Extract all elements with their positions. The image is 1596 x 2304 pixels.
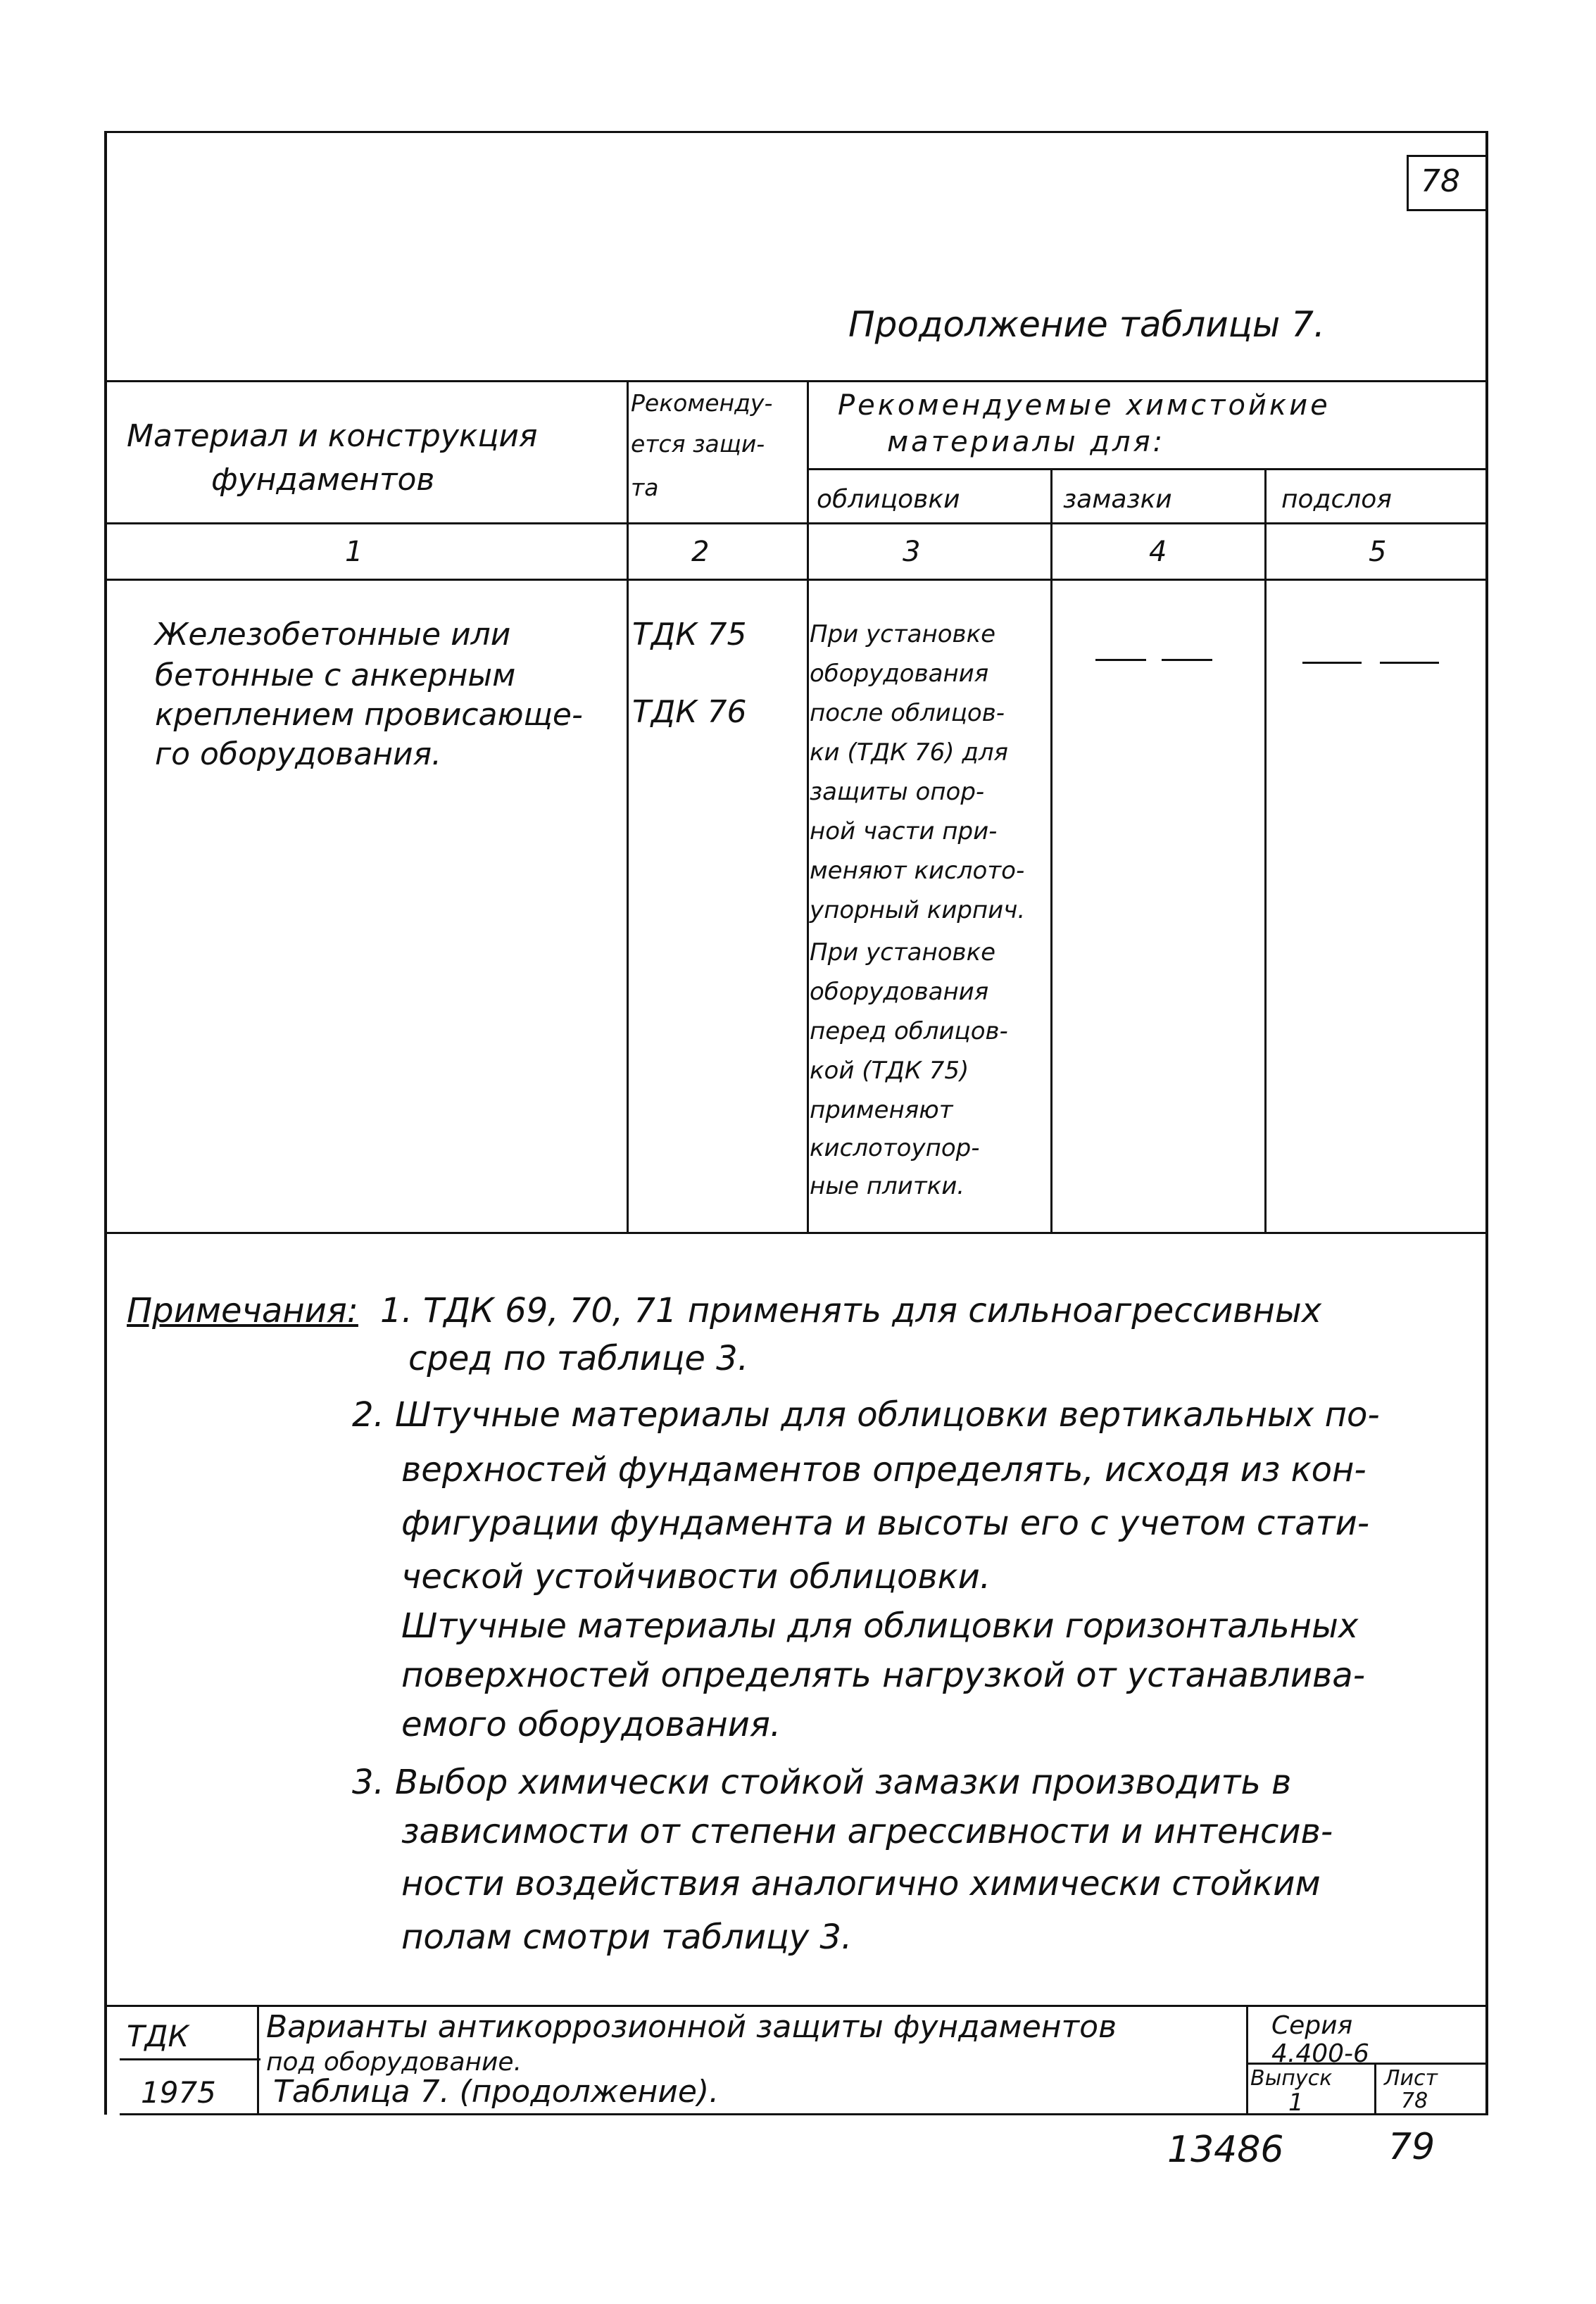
stamp-title-line2: под оборудование.	[266, 2048, 522, 2077]
col-divider-1	[627, 380, 629, 1233]
note-line-4: верхностей фундаментов определять, исходя из кон-	[401, 1450, 1366, 1490]
table-bottom-line	[104, 1232, 1488, 1234]
numbers-bottom-line	[104, 579, 1488, 581]
col-number-3: 3	[903, 536, 921, 568]
header-material-line2: фундаментов	[211, 462, 435, 498]
stamp-title-line1: Варианты антикоррозионной защиты фундаментов	[266, 2009, 1117, 2045]
sheet-number: 78	[1421, 163, 1460, 199]
putty-dash-2	[1162, 659, 1212, 661]
stamp-org: ТДК	[127, 2019, 189, 2053]
row-material-line2: бетонные с анкерным	[155, 657, 516, 693]
stamp-issue-label: Выпуск	[1250, 2066, 1333, 2091]
note-line-10: 3. Выбор химически стойкой замазки производить в	[352, 1763, 1292, 1802]
header-cladding: облицовки	[817, 485, 960, 514]
continuation-title: Продолжение таблицы 7.	[848, 304, 1325, 345]
cladding-line-8: упорный кирпич.	[810, 896, 1026, 924]
sublayer-dash-1	[1302, 662, 1362, 664]
putty-dash-1	[1095, 659, 1146, 661]
subheader-line	[807, 468, 1488, 470]
stamp-sheet-label: Лист	[1384, 2066, 1438, 2091]
note-line-6: ческой устойчивости облицовки.	[401, 1557, 991, 1597]
note-line-3: 2. Штучные материалы для облицовки вертикальных по-	[352, 1395, 1380, 1435]
header-group-line1: Рекомендуемые химстойкие	[838, 389, 1331, 422]
col-number-4: 4	[1149, 536, 1167, 568]
stamp-series-label: Серия	[1271, 2011, 1353, 2040]
cladding-line-11: перед облицов-	[810, 1017, 1008, 1045]
stamp-divider-right	[1246, 2005, 1248, 2115]
cladding-line-6: ной части при-	[810, 817, 998, 845]
col-divider-3	[1050, 468, 1053, 1233]
sublayer-dash-2	[1380, 662, 1439, 664]
row-material-line1: Железобетонные или	[155, 617, 511, 653]
stamp-subtitle: Таблица 7. (продолжение).	[273, 2074, 720, 2110]
page-number: 79	[1388, 2126, 1435, 2168]
putty-value	[1112, 676, 1162, 697]
header-protection-line2: ется защи-	[631, 430, 765, 458]
col-divider-4	[1264, 468, 1267, 1233]
header-material-line1: Материал и конструкция	[127, 418, 538, 454]
table-top-border	[104, 380, 1488, 382]
cladding-line-12: кой (ТДК 75)	[810, 1057, 969, 1085]
row-protection-1: ТДК 75	[632, 617, 747, 653]
cladding-line-1: При установке	[810, 620, 996, 648]
col-divider-2	[807, 380, 809, 1233]
stamp-divider-left	[257, 2005, 259, 2115]
header-protection-line1: Рекоменду-	[631, 389, 773, 417]
cladding-line-9: При установке	[810, 938, 996, 967]
note-line-1: 1. ТДК 69, 70, 71 применять для сильноагрессивных	[380, 1291, 1322, 1330]
row-material-line3: креплением провисающе-	[155, 697, 583, 733]
header-protection-line3: та	[631, 474, 659, 501]
col-number-5: 5	[1369, 536, 1387, 568]
col-number-1: 1	[345, 536, 363, 568]
stamp-issue-value: 1	[1288, 2089, 1304, 2117]
stamp-top-line	[104, 2005, 1488, 2007]
cladding-line-2: оборудования	[810, 660, 989, 688]
note-line-11: зависимости от степени агрессивности и интенсив-	[401, 1812, 1333, 1851]
cladding-line-13: применяют	[810, 1096, 953, 1124]
stamp-divider-sheet	[1374, 2063, 1376, 2115]
archive-code: 13486	[1167, 2129, 1284, 2171]
note-line-2: сред по таблице 3.	[408, 1339, 748, 1378]
cladding-line-7: меняют кислото-	[810, 857, 1025, 885]
cladding-line-4: ки (ТДК 76) для	[810, 738, 1009, 767]
header-group-line2: материалы для:	[887, 426, 1166, 458]
stamp-series-value: 4.400-6	[1271, 2039, 1369, 2068]
stamp-sheet-value: 78	[1401, 2089, 1428, 2113]
stamp-bottom-line	[120, 2113, 1488, 2115]
note-line-9: емого оборудования.	[401, 1705, 781, 1744]
note-line-7: Штучные материалы для облицовки горизонтальных	[401, 1606, 1359, 1646]
cladding-line-15: ные плитки.	[810, 1172, 965, 1200]
note-line-12: ности воздействия аналогично химически стойким	[401, 1864, 1321, 1903]
cladding-line-3: после облицов-	[810, 699, 1005, 727]
stamp-left-mid-line	[120, 2058, 260, 2060]
row-protection-2: ТДК 76	[632, 694, 747, 730]
note-line-8: поверхностей определять нагрузкой от устанавлива-	[401, 1656, 1366, 1695]
cladding-line-10: оборудования	[810, 978, 989, 1006]
col-number-2: 2	[691, 536, 710, 568]
note-line-5: фигурации фундамента и высоты его с учетом стати-	[401, 1504, 1370, 1543]
header-bottom-line	[104, 522, 1488, 524]
stamp-year: 1975	[141, 2075, 216, 2110]
note-line-13: полам смотри таблицу 3.	[401, 1918, 853, 1957]
sublayer-value	[1324, 676, 1373, 697]
cladding-line-5: защиты опор-	[810, 778, 985, 806]
cladding-line-14: кислотоупор-	[810, 1134, 980, 1162]
row-material-line4: го оборудования.	[155, 736, 442, 772]
header-sublayer: подслоя	[1281, 485, 1392, 514]
notes-label: Примечания:	[127, 1291, 358, 1330]
header-putty: замазки	[1063, 485, 1172, 514]
